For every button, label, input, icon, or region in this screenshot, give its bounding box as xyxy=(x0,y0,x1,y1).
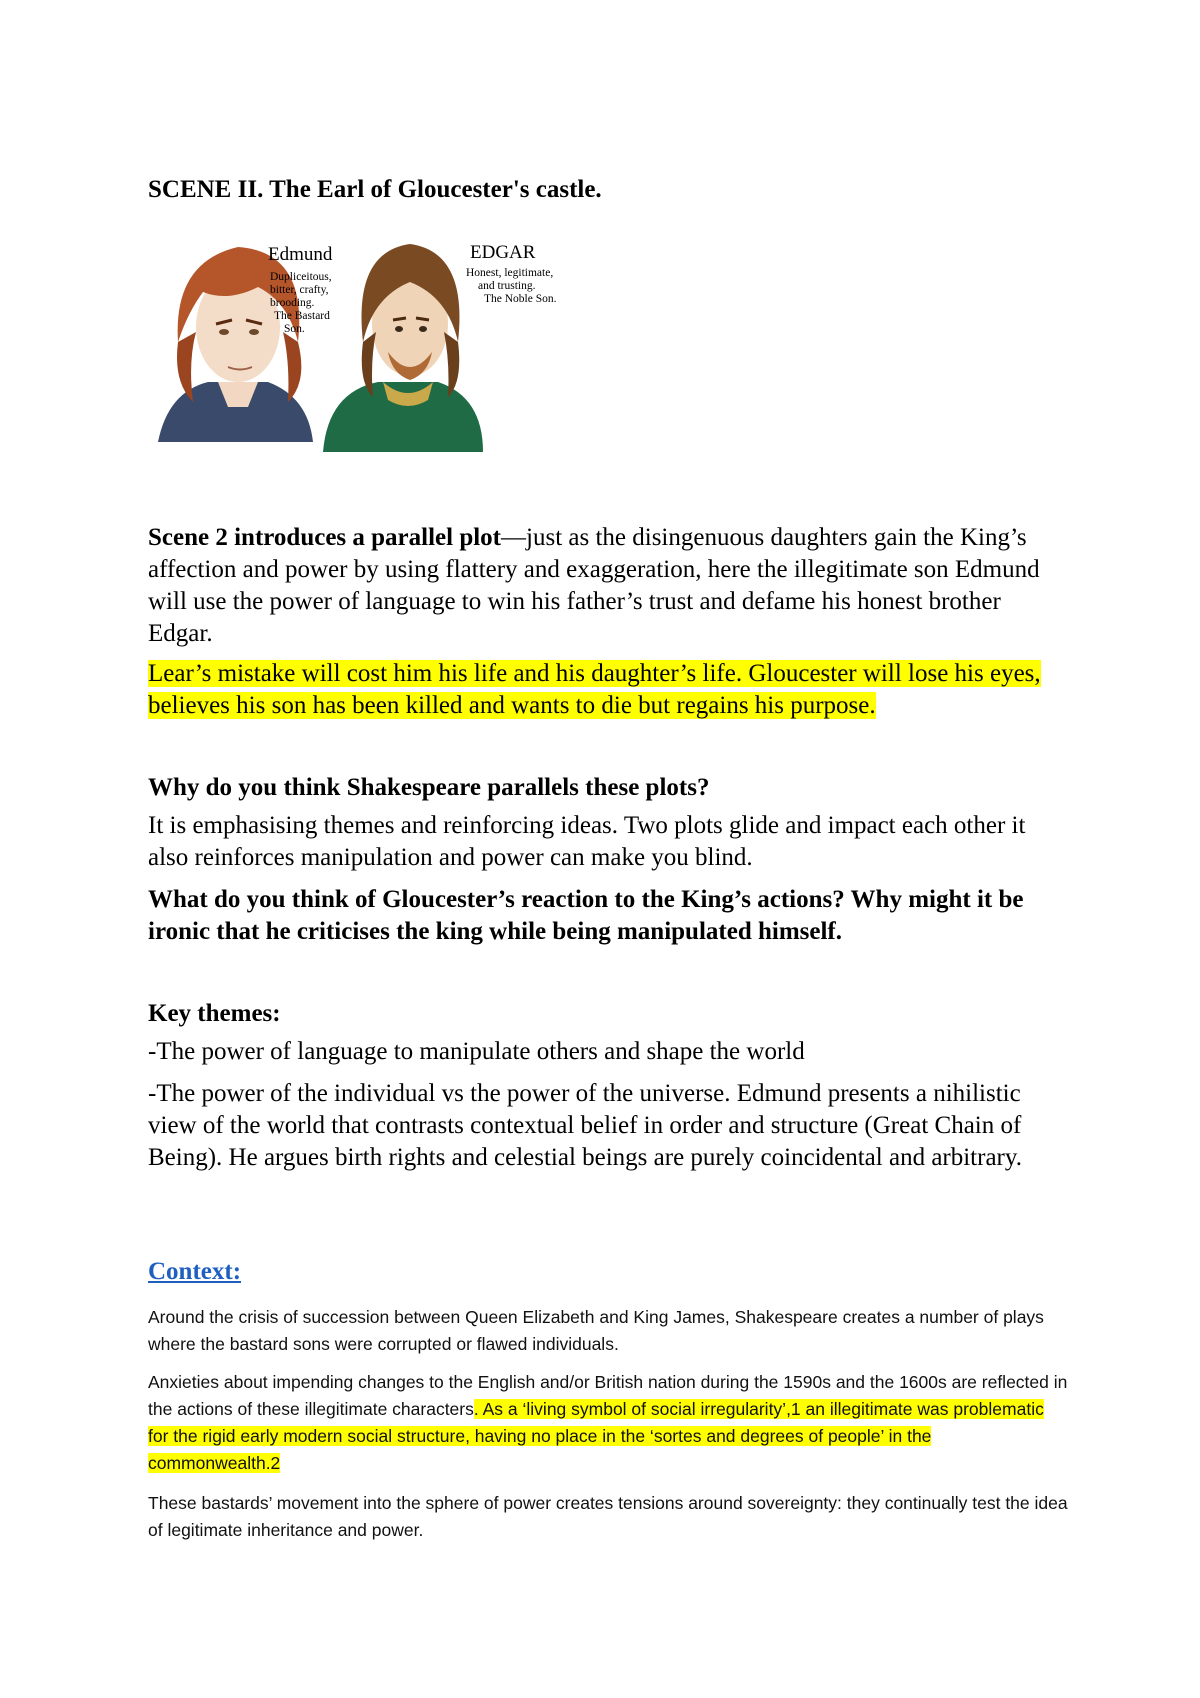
edgar-desc-3: The Noble Son. xyxy=(484,293,557,305)
highlight-text: Lear’s mistake will cost him his life and his daughter’s life. Gloucester will lose his eyes, believes his son has been killed and wants to die but regains his purpose. xyxy=(148,660,1041,719)
theme-item-1 xyxy=(148,1036,1068,1068)
edgar-portrait xyxy=(323,244,483,452)
context-heading-text: Context: xyxy=(148,1258,242,1285)
scene-title: SCENE II. The Earl of Gloucester's castle. xyxy=(148,176,602,203)
question-2 xyxy=(148,884,1068,948)
edmund-desc-4: The Bastard xyxy=(274,310,330,322)
edgar-caption xyxy=(466,242,557,305)
key-themes-heading-text: Key themes: xyxy=(148,1000,281,1027)
context-p3-text: These bastards’ movement into the sphere of power creates tensions around sovereignty: they continually test the idea of legitimate inheritance and power. xyxy=(148,1493,1068,1540)
question-1-text: Why do you think Shakespeare parallels these plots? xyxy=(148,774,710,801)
question-2-text: What do you think of Gloucester’s reaction to the King’s actions? Why might it be ironic that he criticises the king while being manipulated himself. xyxy=(148,886,1024,945)
theme-item-2-text: -The power of the individual vs the power of the universe. Edmund presents a nihilistic view of the world that contrasts contextual belief in order and structure (Great Chain of Being). He argues birth rights and celestial beings are purely coincidental and arbitrary. xyxy=(148,1080,1022,1171)
intro-paragraph xyxy=(148,522,1068,650)
answer-1-text: It is emphasising themes and reinforcing ideas. Two plots glide and impact each other it also reinforces manipulation and power can make you blind. xyxy=(148,812,1026,871)
edgar-name: EDGAR xyxy=(470,242,536,263)
highlight-paragraph xyxy=(148,658,1068,722)
edgar-desc-2: and trusting. xyxy=(478,280,536,292)
edgar-desc-1: Honest, legitimate, xyxy=(466,267,554,279)
intro-bold-lead: Scene 2 introduces a parallel plot xyxy=(148,524,502,551)
context-paragraph-2 xyxy=(148,1369,1068,1477)
edmund-desc-3: brooding. xyxy=(270,297,315,309)
key-themes-heading xyxy=(148,998,1068,1030)
edmund-caption xyxy=(268,244,333,335)
context-paragraph-3 xyxy=(148,1490,1068,1544)
context-heading xyxy=(148,1258,1068,1286)
theme-item-1-text: -The power of language to manipulate others and shape the world xyxy=(148,1038,805,1065)
question-1 xyxy=(148,772,1068,804)
context-p2-plain: Anxieties about impending changes to the English and/or British nation during the 1590s and the 1600s are reflected in the actions of these illegitimate characters xyxy=(148,1372,1068,1419)
context-paragraph-1 xyxy=(148,1304,1068,1358)
context-p2-highlight: . As a ‘living symbol of social irregularity’,1 an illegitimate was problematic for the rigid early modern social structure, having no place in the ‘sortes and degrees of people’ in the commonwealth.2 xyxy=(148,1399,1044,1473)
answer-1 xyxy=(148,810,1068,874)
character-illustration xyxy=(148,232,608,457)
context-p1-text: Around the crisis of succession between Queen Elizabeth and King James, Shakespeare creates a number of plays where the bastard sons were corrupted or flawed individuals. xyxy=(148,1307,1044,1354)
edmund-edgar-drawing xyxy=(148,232,608,457)
theme-item-2 xyxy=(148,1078,1068,1174)
edmund-desc-2: bitter, crafty, xyxy=(270,284,329,296)
intro-text: —just as the disingenuous daughters gain the King’s affection and power by using flattery and exaggeration, here the illegitimate son Edmund will use the power of language to win his father’s trust and defame his honest brother Edgar. xyxy=(148,524,1040,647)
edmund-desc-1: Dupliceitous, xyxy=(270,271,332,283)
edmund-name: Edmund xyxy=(268,244,333,265)
edmund-desc-5: Son. xyxy=(284,323,305,335)
